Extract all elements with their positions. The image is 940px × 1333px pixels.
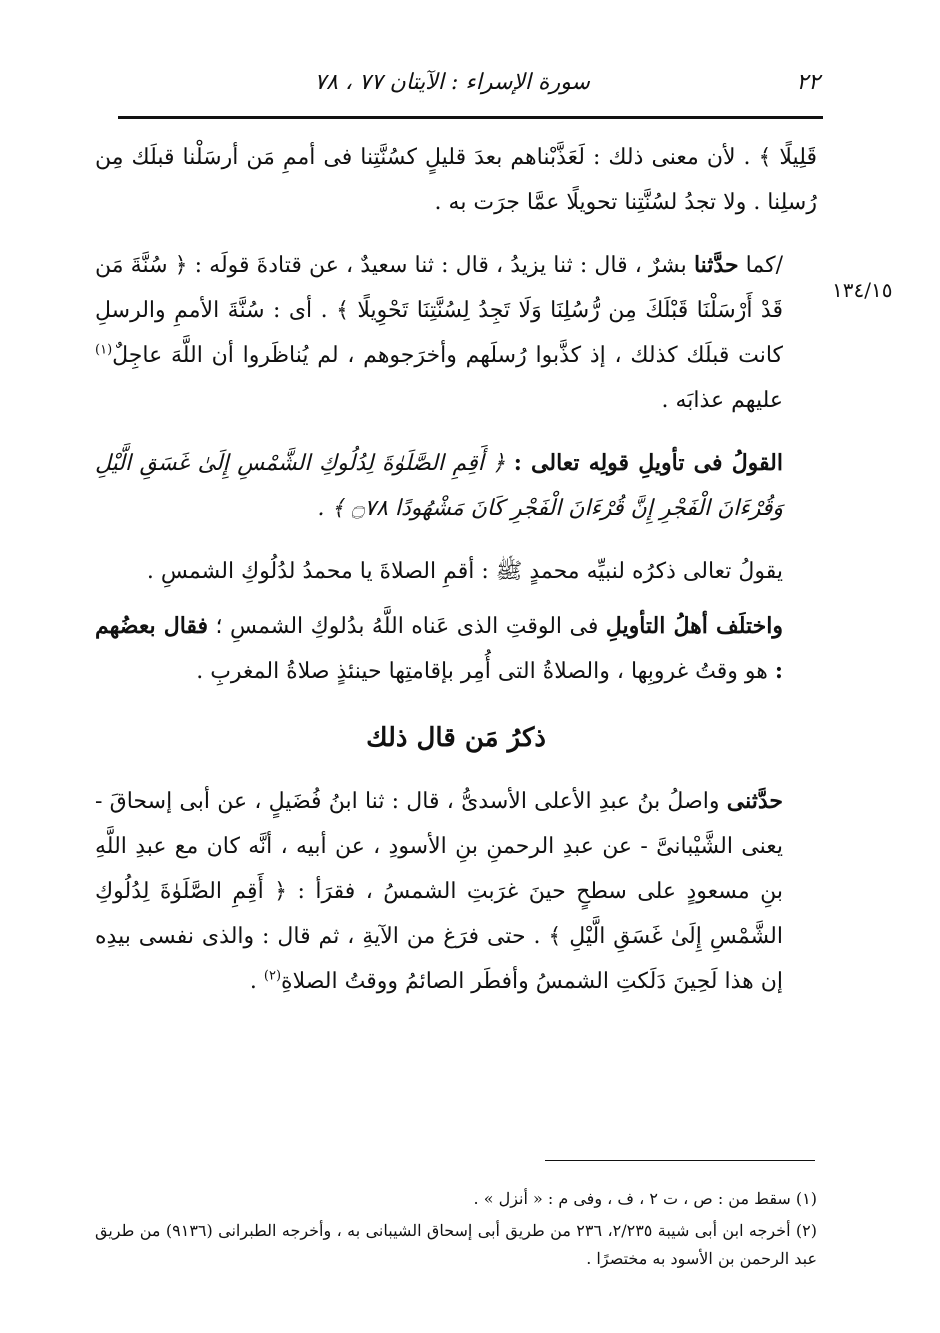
main-text (95, 135, 817, 1022)
footnote-2: (٢) أخرجه ابن أبى شيبة ٢/٢٣٥، ٢٣٦ من طريق أبى إسحاق الشيبانى به ، وأخرجه الطبرانى (٩١٣٦) من طريق عبد الرحمن بن الأسود به مختصرًا . (95, 1221, 818, 1268)
paragraph-1: قَلِيلًا ﴾ . لأن معنى ذلك : لَعَذَّبْناهم بعدَ قليلٍ كسُنَّتِنا فى أممِ مَن أرسَلْنا قبلَك مِن رُسلِنا . ولا تجدُ لسُنَّتِنا تحويلًا عمَّا جرَت به . (95, 145, 817, 215)
paragraph-6-end: . (249, 969, 264, 994)
quran-verse: ﴿ أَقِمِ الصَّلَوٰةَ لِدُلُوكِ الشَّمْسِ إِلَىٰ غَسَقِ الَّيْلِ وَقُرْءَانَ الْفَجْرِ إِنَّ قُرْءَانَ الْفَجْرِ كَانَ مَشْهُودًا ۝٧٨ ﴾ . (95, 451, 783, 521)
paragraph-5-text-1: فى الوقتِ الذى عَناه اللَّهُ بدُلوكِ الشمسِ ؛ (208, 614, 606, 639)
footnote-ref-1: (١) (95, 342, 113, 358)
paragraph-3 (95, 441, 817, 531)
margin-reference: ١٣٤/١٥ (832, 278, 893, 302)
paragraph-6-bold: حدَّثنى (726, 788, 783, 814)
footnote-rule (545, 1160, 815, 1161)
paragraph-5-text-2: هو وقتُ غروبِها ، والصلاةُ التى أُمِر بإقامتِها حينئذٍ صلاةُ المغربِ . (196, 659, 775, 684)
footnotes (95, 1185, 817, 1277)
page-number: ٢٢ (796, 70, 820, 95)
footnote-1: (١) سقط من : ص ، ت ٢ ، ف ، وفى م : « أنزل » . (473, 1189, 817, 1208)
paragraph-2-text: بشرٌ ، قال : ثنا يزيدُ ، قال : ثنا سعيدٌ ، عن قتادةَ قولَه : ﴿ سُنَّةَ مَن قَدْ أَرْسَلْنَا قَبْلَكَ مِن رُّسُلِنَا وَلَا تَجِدُ لِسُنَّتِنَا تَحْوِيلًا ﴾ . أى : سُنَّةَ الأممِ والرسلِ كانت قبلَك كذلك ، إذ كذَّبوا رُسلَهم وأخرَجوهم ، لم يُناظَروا أن اللَّهَ عاجِلٌ (95, 253, 783, 368)
paragraph-5-bold-1: واختلَف أهلُ التأويلِ (605, 613, 783, 639)
section-heading: ذكرُ مَن قال ذلك (366, 723, 546, 753)
running-header (120, 64, 820, 104)
paragraph-5 (95, 604, 817, 694)
header-rule (118, 116, 823, 119)
paragraph-6 (95, 779, 817, 1004)
surah-title: سورة الإسراء : الآيتان ٧٧ ، ٧٨ (314, 70, 590, 95)
tafsir-heading-inline: القولُ فى تأويلِ قولِه تعالى : (513, 450, 783, 476)
page-mark: /كما (738, 253, 783, 278)
hadith-chain-keyword: حدَّثنا (693, 252, 739, 278)
paragraph-2 (95, 243, 817, 423)
footnote-ref-2: (٢) (263, 968, 282, 984)
paragraph-2-end: عليهم عذابَه . (661, 388, 783, 413)
paragraph-6-text: واصلُ بنُ عبدِ الأعلى الأسدىُّ ، قال : ثنا ابنُ فُضَيلٍ ، عن أبى إسحاقَ - يعنى الشَّيْبانىَّ - عن عبدِ الرحمنِ بنِ الأسودِ ، عن أبيه ، أنَّه كان مع عبدِ اللَّهِ بنِ مسعودٍ على سطحٍ حينَ غرَبتِ الشمسُ ، فقرَأ : ﴿ أَقِمِ الصَّلَوٰةَ لِدُلُوكِ الشَّمْسِ إِلَىٰ غَسَقِ الَّيْلِ ﴾ . حتى فرَغ من الآيةِ ، ثم قال : والذى نفسى بيدِه إن هذا لَحِينَ دَلَكتِ الشمسُ وأفطَر الصائمُ ووقتُ الصلاةِ (95, 789, 783, 994)
paragraph-5-bold-2: فقال بعضُهم : (95, 613, 783, 684)
paragraph-4: يقولُ تعالى ذكرُه لنبيِّه محمدٍ ﷺ : أقمِ الصلاةَ يا محمدُ لدُلُوكِ الشمسِ . (146, 559, 783, 584)
